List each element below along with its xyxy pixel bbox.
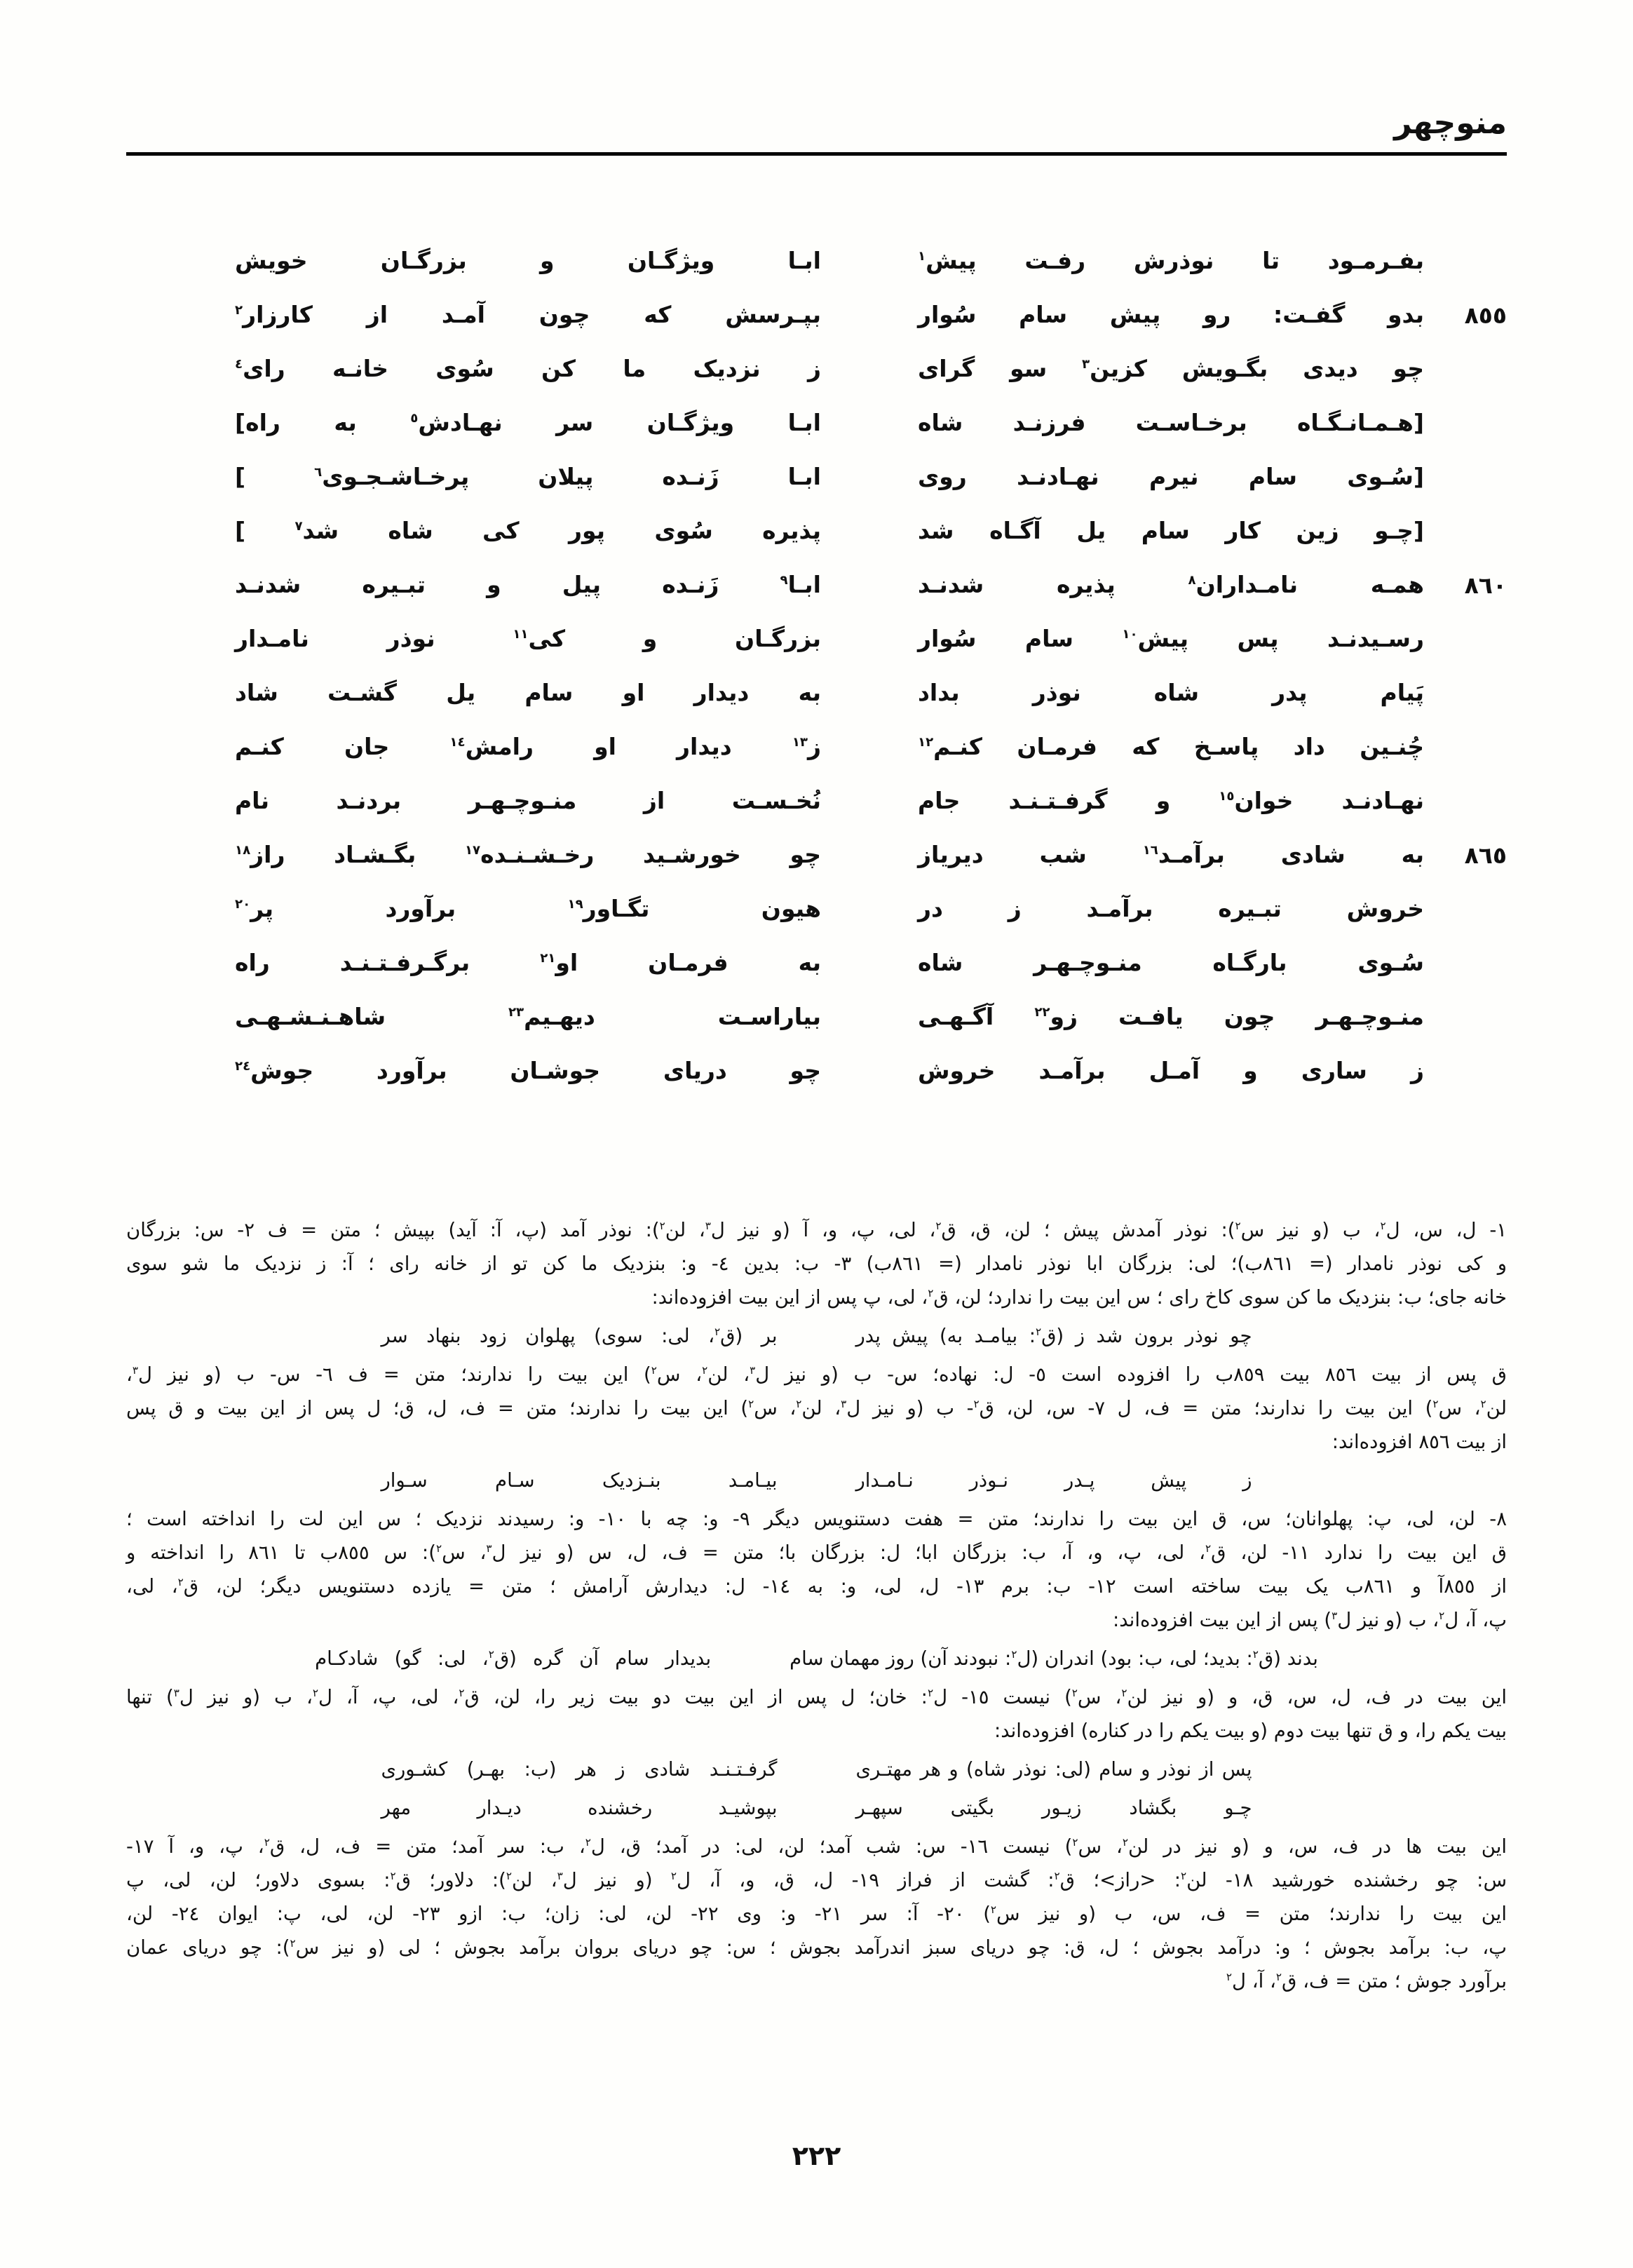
footnote-marker: ١٧ (464, 843, 481, 858)
footnote-hemistich-left: بپوشیـد رخشنده دیـدار مهر (381, 1797, 778, 1819)
hemistich-left: چو خورشـید رخـشـنـده$^{١٧}$ بگـشـاد راز$^{١٨}$ (235, 841, 821, 868)
footnote-hemistich-right: چـو بگشاد زیـور بگیتی سپهـر (855, 1797, 1252, 1819)
hemistich-left: چو دریای جوشـان برآورد جوش$^{٢٤}$ (235, 1057, 821, 1084)
footnote-marker: ١٦ (1142, 843, 1158, 858)
footnote-hemistich-left: بدیدار سام آن گره (ق$^٢$، لی: گو) شادکـام (315, 1647, 712, 1670)
verse-number (1424, 1055, 1507, 1058)
footnote-marker: ٢٤ (235, 1059, 251, 1074)
footnotes-block (126, 1213, 1507, 1998)
hemistich-right: پَیام پدر شاه نوذر بداد (918, 679, 1424, 706)
footnote-marker: ٢ (796, 1397, 802, 1410)
footnote-marker: ٢٠ (235, 897, 251, 912)
footnote-marker: ٢ (235, 303, 243, 318)
verse-row (126, 407, 1507, 461)
hemistich-left: ابـا ویژگـان و بزرگـان خویش (235, 247, 821, 274)
footnote-marker: ٢٢ (1034, 1005, 1050, 1020)
footnote-verse (126, 1791, 1507, 1825)
footnote-marker: ٣ (173, 1686, 179, 1699)
footnote-marker: ٢ (927, 1686, 934, 1699)
verse-row (126, 353, 1507, 407)
hemistich-left: بیاراسـت دیهـیم$^{٢٣}$ شاهـنـشـهـی (235, 1003, 821, 1030)
verse-row (126, 893, 1507, 947)
footnote-marker: ٢ (1035, 1325, 1042, 1338)
footnote-marker: ٢ (585, 1835, 591, 1849)
footnote-marker: ٢ (670, 1869, 677, 1882)
footnote-line: از بیت ٨٥٦ افزوده‌اند: (1332, 1431, 1507, 1453)
footnote-line: برآورد جوش ؛ متن = ف، ق$^٢$، آ، ل$^٢$ (1226, 1970, 1507, 1992)
hemistich-left: ابـا زَنـده پیلان پرخـاشـجـوی$^٦$ ] (235, 463, 821, 490)
footnote-marker: ٢ (659, 1219, 665, 1232)
footnote-marker: ٦ (314, 465, 323, 480)
footnote-hemistich-right: پس از نوذر و سام (لی: نوذر شاه) و هر مهتـری (855, 1758, 1252, 1781)
footnote-line: این بیت را ندارند؛ متن = ف، س، ب (و نیز س$^٢$) ٢٠- آ: سر ٢١- و: وی ٢٢- لن، لی: زان؛ ب: ازو ٢٣- لن، لی، پ: ایوان ٢٤- لن، (126, 1903, 1507, 1925)
footnote-marker: ٢ (1380, 1219, 1386, 1232)
footnote-marker: ٣ (705, 1219, 711, 1232)
footnote-marker: ٢ (1122, 1835, 1128, 1849)
hemistich-right: خروش تبـیره برآمـد ز در (918, 895, 1424, 922)
footnote-marker: ٢ (1235, 1219, 1241, 1232)
footnote-marker: ٢ (177, 1575, 184, 1588)
page-header-title: منوچهر (1394, 105, 1507, 141)
hemistich-right: نهـادنـد خوان$^{١٥}$ و گرفـتـنـد جام (918, 787, 1424, 814)
verse-number (1424, 947, 1507, 950)
footnote-marker: ١٤ (449, 735, 466, 750)
footnote-marker: ١٢ (918, 735, 934, 750)
footnote-marker: ٢ (928, 1286, 934, 1300)
footnote-line: لن$^٢$، س$^٢$) این بیت را ندارند؛ متن = ف، ل ٧- س، لن، ق$^٢$- ب (و نیز ل$^٣$، لن$^٢$، س$^٢$) این بیت را ندارند؛ متن = ف، ل، ق؛ ل پس از این بیت و ق پس (126, 1397, 1507, 1419)
verse-row (126, 785, 1507, 839)
footnote-marker: ٩ (780, 573, 788, 588)
verse-number (1424, 407, 1507, 410)
hemistich-left: به فرمـان او$^{٢١}$ برگـرفـتـنـد راه (235, 949, 821, 976)
footnote-marker: ٢ (702, 1363, 708, 1377)
footnote-marker: ٢ (1252, 1647, 1259, 1661)
footnote-marker: ٢ (973, 1397, 980, 1410)
footnote-marker: ٢ (1226, 1970, 1233, 1983)
hemistich-left: ابـا$^٩$ زَنـده پیل و تبـیره شدنـد (235, 571, 821, 598)
footnote-line: این بیت ها در ف، س، و (و نیز در لن$^٢$، س$^٢$) نیست ١٦- س: شب آمد؛ لن، لی: در آمد؛ ق، ل$^٢$، ب: سر آمد؛ متن = ف، ل، ق$^٢$، پ، و، آ ١٧- (126, 1835, 1507, 1858)
verse-number (1424, 677, 1507, 680)
footnote-line: بیت یکم را، و ق تنها بیت دوم (و بیت یکم را در کناره) افزوده‌اند: (994, 1720, 1507, 1742)
hemistich-right: [سُـوی سام نیرم نهـادنـد روی (918, 463, 1424, 490)
hemistich-right: [چـو زین کار سام یل آگـاه شد (918, 517, 1424, 544)
hemistich-left: ز نزدیک ما کن سُوی خانـه رای$^٤$ (235, 355, 821, 382)
verse-block (126, 245, 1507, 1109)
footnote-marker: ٣ (841, 1397, 847, 1410)
hemistich-right: بفـرمـود تا نوذرش رفـت پیش$^١$ (918, 247, 1424, 274)
footnote-line: و کی نوذر نامدار (= ٨٦١ب)؛ لی: بزرگان ابا نوذر نامدار (= ٨٦١ب) ٣- ب: بدین ٤- و: بنزدیک ما کن تو از خانه رای ؛ آ: ز نزدیک ما شو سوی (126, 1253, 1507, 1275)
hemistich-right: [هـمـانـگـاه برخـاسـت فرزنـد شاه (918, 409, 1424, 436)
verse-number (1424, 353, 1507, 356)
hemistich-left: ابـا ویژگـان سر نهـادش$^٥$ به راه] (235, 409, 821, 436)
footnote-verse (126, 1319, 1507, 1353)
footnote-marker: ٧ (294, 519, 303, 534)
verse-row (126, 299, 1507, 353)
verse-number (1424, 1001, 1507, 1004)
footnote-line: پ، ب: برآمد بجوش ؛ و: درآمد بجوش ؛ ل، ق: چو دریای سبز اندرآمد بجوش ؛ س: چو دریای بروان برآمد بجوش ؛ لی (و نیز س$^٢$): چو دریای عمان (126, 1936, 1507, 1959)
footnote-marker: ٢ (506, 1869, 513, 1882)
hemistich-left: بپـرسش که چون آمـد از کارزار$^٢$ (235, 301, 821, 328)
verse-row (126, 731, 1507, 785)
footnote-verse (126, 1642, 1507, 1675)
footnote-marker: ٣ (486, 1541, 492, 1555)
footnote-marker: ٢ (264, 1835, 270, 1849)
footnote-marker: ٣ (750, 1363, 756, 1377)
footnote-marker: ٢ (1071, 1686, 1078, 1699)
footnote-marker: ٢ (1181, 1869, 1187, 1882)
verse-row (126, 569, 1507, 623)
hemistich-left: بزرگـان و کی$^{١١}$ نوذر نامـدار (235, 625, 821, 652)
footnote-hemistich-left: بر (ق$^٢$، لی: سوی) پهلوان زود بنهاد سر (381, 1325, 778, 1347)
hemistich-right: سُـوی بارگـاه منـوچـهـر شاه (918, 949, 1424, 976)
footnote-marker: ١٥ (1219, 789, 1235, 804)
verse-row (126, 947, 1507, 1001)
verse-number (1424, 461, 1507, 464)
footnote-marker: ٢ (1432, 1397, 1439, 1410)
footnote-verse (126, 1753, 1507, 1786)
footnote-line: ق پس از بیت ٨٥٦ بیت ٨٥٩ب را افزوده است ٥- ل: نهاده؛ س- ب (و نیز ل$^٣$، لن$^٢$، س$^٢$) این بیت را ندارند؛ متن = ف ٦- س- ب (و نیز ل$^٣$، (126, 1363, 1507, 1386)
verse-number (1424, 785, 1507, 788)
footnote-marker: ٣ (1332, 1609, 1338, 1622)
footnote-marker: ٢ (390, 1869, 396, 1882)
footnote-marker: ١ (918, 249, 926, 264)
footnote-marker: ٢ (459, 1686, 465, 1699)
footnote-marker: ٢ (714, 1325, 721, 1338)
verse-number (1424, 515, 1507, 518)
verse-row (126, 245, 1507, 299)
hemistich-left: نُخـسـت از منـوچـهـر بردنـد نام (235, 787, 821, 814)
hemistich-right: به شادی برآمـد$^{١٦}$ شب دیریاز (918, 841, 1424, 868)
footnote-marker: ٢ (435, 1541, 442, 1555)
verse-number (1424, 731, 1507, 734)
footnote-marker: ٣ (557, 1869, 563, 1882)
footnote-hemistich-right: چو نوذر برون شد ز (ق$^٢$: بیامـد به) پیش پدر (855, 1325, 1252, 1347)
footnote-hemistich-right: بدند (ق$^٢$: بدید؛ لی، ب: بود) اندران (ل$^٢$: نبودند آن) روز مهمان سام (790, 1647, 1318, 1670)
verse-row (126, 677, 1507, 731)
verse-row (126, 515, 1507, 569)
footnote-marker: ٢ (651, 1363, 657, 1377)
hemistich-left: به دیدار او سام یل گشـت شاد (235, 679, 821, 706)
footnote-marker: ١٩ (567, 897, 583, 912)
hemistich-right: منـوچـهـر چون یافـت زو$^{٢٢}$ آگـهـی (918, 1003, 1424, 1030)
verse-number (1424, 893, 1507, 896)
verse-number: ٨٦٥ (1464, 842, 1507, 869)
footnote-line: ق این بیت را ندارد ١١- لن، ق$^٢$، لی، پ، و، آ، ب: بزرگان ابا؛ ل: بزرگان با؛ متن = ف، ل، س (و نیز ل$^٣$، س$^٢$): س ٨٥٥ب تا ٨٦١ را انداخته و (126, 1541, 1507, 1564)
footnote-marker: ٢ (1205, 1541, 1212, 1555)
page-header (126, 105, 1507, 141)
footnote-line: پ، آ، ل$^٢$، ب (و نیز ل$^٣$) پس از این بیت افزوده‌اند: (1112, 1609, 1507, 1631)
footnote-marker: ١٨ (235, 843, 251, 858)
footnote-marker: ٢ (1480, 1397, 1486, 1410)
footnote-marker: ٢ (1011, 1647, 1017, 1661)
footnote-marker: ٢١ (540, 951, 556, 966)
footnote-line: س: چو رخشنده خورشید ١٨- لن$^٢$: <راز>؛ ق$^٢$: گشت از فراز ١٩- ل، ق، و، آ، ل$^٢$ (و نیز ل$^٣$، لن$^٢$): دلاور؛ ق$^٢$: بسوی دلاور؛ لن، لی، پ (126, 1869, 1507, 1891)
footnote-line: ٨- لن، لی، پ: پهلوانان؛ س، ق این بیت را ندارند؛ متن = هفت دستنویس دیگر ٩- و: چه با ١٠- و: رسیدند نزدیک ؛ س این لت را انداخته است ؛ (126, 1508, 1507, 1530)
hemistich-right: بدو گفـت: رو پیش سام سُوار (918, 301, 1424, 328)
verse-number: ٨٦٠ (1464, 572, 1507, 599)
footnote-marker: ٤ (235, 357, 243, 372)
footnote-marker: ٢ (290, 1936, 296, 1950)
footnote-marker: ٢ (1121, 1686, 1127, 1699)
footnote-marker: ٣ (1082, 357, 1090, 372)
footnote-marker: ٢ (748, 1397, 754, 1410)
footnote-marker: ٢ (990, 1903, 997, 1916)
footnote-marker: ٢ (312, 1686, 318, 1699)
verse-row (126, 623, 1507, 677)
footnote-marker: ٢ (1054, 1869, 1060, 1882)
footnote-line: از ٨٥٥آ و ٨٦١ب یک بیت ساخته است ١٢- ب: برم ١٣- ل، لی، و: به ١٤- ل: دیدارش آرامش ؛ متن = یازده دستنویس دیگر؛ لن، ق$^٢$، لی، (126, 1575, 1507, 1598)
footnote-marker: ١١ (513, 627, 529, 642)
verse-row (126, 839, 1507, 893)
footnote-marker: ٢ (488, 1647, 494, 1661)
footnote-hemistich-right: ز پیش پـدر نـوذر نـامـدار (855, 1469, 1252, 1492)
footnote-marker: ٢ (1072, 1835, 1078, 1849)
footnote-line: ١- ل، س، ل$^٢$، ب (و نیز س$^٢$): نوذر آمدش پیش ؛ لن، ق، ق$^٢$، لی، پ، و، آ (و نیز ل$^٣$، لن$^٢$): نوذر آمد (پ، آ: آید) بپیش ؛ متن = ف ٢- س: بزرگان (126, 1219, 1507, 1241)
footnote-marker: ٢ (1275, 1970, 1282, 1983)
footnote-marker: ٢ (1439, 1609, 1445, 1622)
footnote-marker: ٨ (1188, 573, 1196, 588)
hemistich-right: ز ساری و آمـل برآمـد خروش (918, 1057, 1424, 1084)
hemistich-left: ز$^{١٣}$ دیدار او رامش$^{١٤}$ جان کنـم (235, 733, 821, 760)
verse-number: ٨٥٥ (1464, 302, 1507, 329)
footnote-marker: ٣ (132, 1363, 139, 1377)
hemistich-right: همـه نامـداران$^٨$ پذیره شدنـد (918, 571, 1424, 598)
verse-number (1424, 245, 1507, 248)
hemistich-left: پذیره سُوی پور کی شاه شد$^٧$ ] (235, 517, 821, 544)
hemistich-right: رسـیدنـد پس پیش$^{١٠}$ سام سُوار (918, 625, 1424, 652)
hemistich-left: هیون تگـاور$^{١٩}$ برآورد پر$^{٢٠}$ (235, 895, 821, 922)
footnote-marker: ٥ (410, 411, 419, 426)
hemistich-right: چُنـین داد پاسـخ که فرمـان کنـم$^{١٢}$ (918, 733, 1424, 760)
footnote-marker: ٢ (935, 1219, 942, 1232)
verse-row (126, 461, 1507, 515)
footnote-marker: ٢٣ (508, 1005, 524, 1020)
verse-row (126, 1001, 1507, 1055)
page-number: ٢٢٢ (792, 2140, 841, 2171)
footnote-marker: ١٠ (1122, 627, 1138, 642)
verse-row (126, 1055, 1507, 1109)
footnote-verse (126, 1464, 1507, 1497)
hemistich-right: چو دیدی بگـویش کزین$^٣$ سو گرای (918, 355, 1424, 382)
footnote-line: خانه جای؛ ب: بنزدیک ما کن سوی کاخ رای ؛ س این بیت را ندارد؛ لن، ق$^٢$، لی، پ پس از این بیت افزوده‌اند: (651, 1286, 1507, 1309)
footnote-hemistich-left: بیـامـد بنـزدیک سـام سـوار (381, 1469, 778, 1492)
footnote-line: این بیت در ف، ل، س، ق، و (و نیز لن$^٢$، س$^٢$) نیست ١٥- ل$^٢$: خان؛ ل پس از این بیت دو بیت زیر را، لن، ق$^٢$، لی، پ، آ، ل$^٢$، ب (و نیز ل$^٣$) تنها (126, 1686, 1507, 1708)
footnote-hemistich-left: گرفـتـنـد شادی ز هر (ب: بهـر) کشـوری (381, 1758, 778, 1781)
verse-number (1424, 623, 1507, 626)
footnote-marker: ١٣ (792, 735, 808, 750)
header-rule (126, 152, 1507, 156)
